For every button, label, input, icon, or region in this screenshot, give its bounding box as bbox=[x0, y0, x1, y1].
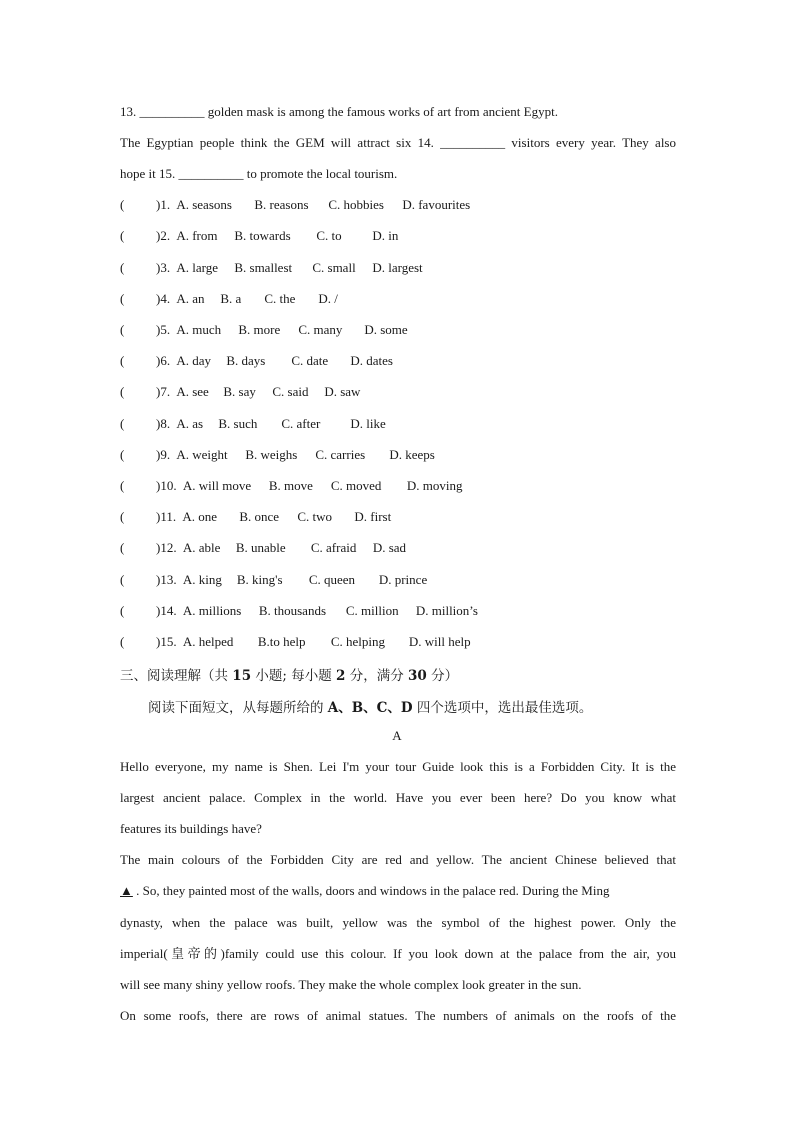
option-d: D. in bbox=[372, 228, 399, 243]
option-b: B. such bbox=[218, 416, 258, 431]
option-c: C. moved bbox=[330, 478, 382, 493]
question-number: )11. bbox=[156, 509, 177, 524]
question-number: )15. bbox=[156, 634, 177, 649]
question-row bbox=[120, 447, 435, 463]
option-a: A. helped bbox=[182, 634, 234, 649]
option-d: D. moving bbox=[406, 478, 463, 493]
option-b: B. more bbox=[238, 322, 281, 337]
cloze-line-14: The Egyptian people think the GEM will attract six 14. __________ visitors every year. They also bbox=[120, 135, 676, 150]
option-b: B. say bbox=[223, 384, 256, 399]
answer-paren: ( bbox=[120, 384, 125, 399]
answer-paren: ( bbox=[120, 478, 125, 493]
option-d: D. saw bbox=[324, 384, 361, 399]
option-d: D. keeps bbox=[389, 447, 435, 462]
option-b: B. a bbox=[220, 291, 242, 306]
option-a: A. millions bbox=[182, 603, 242, 618]
option-c: C. said bbox=[272, 384, 309, 399]
passage-line: Hello everyone, my name is Shen. Lei I'm your tour Guide look this is a Forbidden City. It is the bbox=[120, 759, 676, 774]
option-b: B. towards bbox=[234, 228, 291, 243]
total-points: 30 bbox=[408, 668, 427, 684]
option-d: D. largest bbox=[372, 260, 423, 275]
option-b: B. weighs bbox=[245, 447, 298, 462]
option-d: D. favourites bbox=[402, 197, 471, 212]
option-b: B. move bbox=[268, 478, 313, 493]
option-c: C. the bbox=[264, 291, 296, 306]
option-d: D. prince bbox=[378, 572, 428, 587]
option-d: D. will help bbox=[408, 634, 471, 649]
instruction-options: A、B、C、D bbox=[327, 700, 413, 716]
section-title-text: 小题; 每小题 bbox=[251, 668, 337, 684]
option-a: A. as bbox=[176, 416, 204, 431]
option-d: D. like bbox=[350, 416, 386, 431]
question-number: )12. bbox=[156, 540, 177, 555]
passage-line: imperial(皇帝的)family could use this colour. If you look down at the palace from the air, you bbox=[120, 946, 676, 961]
passage-line: features its buildings have? bbox=[120, 821, 262, 836]
passage-line: dynasty, when the palace was built, yellow was the symbol of the highest power. Only the bbox=[120, 915, 676, 930]
option-a: A. weight bbox=[176, 447, 228, 462]
option-a: A. see bbox=[176, 384, 209, 399]
question-number: )10. bbox=[156, 478, 177, 493]
section-heading bbox=[120, 664, 458, 684]
question-number: )7. bbox=[156, 384, 171, 399]
answer-paren: ( bbox=[120, 416, 125, 431]
question-row bbox=[120, 603, 478, 619]
option-d: D. some bbox=[364, 322, 408, 337]
option-a: A. large bbox=[176, 260, 218, 275]
option-b: B.to help bbox=[257, 634, 306, 649]
option-c: C. many bbox=[298, 322, 343, 337]
section-instruction bbox=[148, 696, 592, 716]
option-b: B. smallest bbox=[234, 260, 293, 275]
answer-paren: ( bbox=[120, 509, 125, 524]
answer-paren: ( bbox=[120, 260, 125, 275]
passage-line bbox=[120, 883, 676, 899]
question-row bbox=[120, 384, 360, 400]
option-a: A. able bbox=[182, 540, 221, 555]
answer-paren: ( bbox=[120, 353, 125, 368]
question-row bbox=[120, 353, 393, 369]
passage-line-text: . So, they painted most of the walls, doors and windows in the palace red. During the Ming bbox=[132, 883, 610, 898]
question-number: )5. bbox=[156, 322, 171, 337]
option-a: A. seasons bbox=[176, 197, 232, 212]
option-d: D. / bbox=[318, 291, 338, 306]
cloze-line-15: hope it 15. __________ to promote the local tourism. bbox=[120, 166, 398, 181]
question-row bbox=[120, 197, 470, 213]
passage-line: will see many shiny yellow roofs. They make the whole complex look greater in the sun. bbox=[120, 977, 582, 992]
option-c: C. two bbox=[297, 509, 333, 524]
answer-paren: ( bbox=[120, 197, 125, 212]
answer-paren: ( bbox=[120, 603, 125, 618]
answer-paren: ( bbox=[120, 447, 125, 462]
option-a: A. much bbox=[176, 322, 222, 337]
option-a: A. will move bbox=[182, 478, 252, 493]
instruction-text: 四个选项中，选出最佳选项。 bbox=[412, 700, 593, 716]
answer-paren: ( bbox=[120, 634, 125, 649]
question-number: )4. bbox=[156, 291, 171, 306]
triangle-blank-icon: ▲ bbox=[120, 883, 133, 898]
question-row bbox=[120, 572, 427, 588]
section-title-text: 三、阅读理解（共 bbox=[120, 668, 233, 684]
answer-paren: ( bbox=[120, 572, 125, 587]
option-a: A. king bbox=[182, 572, 222, 587]
question-row bbox=[120, 322, 408, 338]
question-row bbox=[120, 509, 391, 525]
question-row bbox=[120, 634, 471, 650]
question-number: )3. bbox=[156, 260, 171, 275]
cloze-line-13: 13. __________ golden mask is among the famous works of art from ancient Egypt. bbox=[120, 104, 558, 119]
question-row bbox=[120, 260, 423, 276]
answer-paren: ( bbox=[120, 540, 125, 555]
option-c: C. after bbox=[281, 416, 321, 431]
answer-paren: ( bbox=[120, 291, 125, 306]
question-row bbox=[120, 291, 338, 307]
question-number: )14. bbox=[156, 603, 177, 618]
question-number: )2. bbox=[156, 228, 171, 243]
option-c: C. to bbox=[316, 228, 342, 243]
option-b: B. unable bbox=[235, 540, 286, 555]
option-d: D. dates bbox=[350, 353, 393, 368]
question-number: )1. bbox=[156, 197, 171, 212]
option-d: D. first bbox=[354, 509, 392, 524]
option-b: B. thousands bbox=[258, 603, 327, 618]
answer-paren: ( bbox=[120, 228, 125, 243]
question-number: )13. bbox=[156, 572, 177, 587]
option-b: B. king's bbox=[236, 572, 283, 587]
option-c: C. small bbox=[312, 260, 356, 275]
question-row bbox=[120, 540, 406, 556]
option-b: B. reasons bbox=[254, 197, 309, 212]
question-row bbox=[120, 416, 386, 432]
section-title-text: 分） bbox=[426, 668, 459, 684]
instruction-text: 阅读下面短文，从每题所给的 bbox=[148, 700, 328, 716]
passage-line: On some roofs, there are rows of animal statues. The numbers of animals on the roofs of the bbox=[120, 1008, 676, 1023]
question-number: )9. bbox=[156, 447, 171, 462]
option-d: D. sad bbox=[372, 540, 407, 555]
option-c: C. carries bbox=[315, 447, 366, 462]
option-c: C. million bbox=[345, 603, 399, 618]
option-c: C. afraid bbox=[310, 540, 357, 555]
option-a: A. an bbox=[176, 291, 205, 306]
question-number: )8. bbox=[156, 416, 171, 431]
option-b: B. days bbox=[226, 353, 266, 368]
question-row bbox=[120, 478, 462, 494]
option-d: D. million’s bbox=[415, 603, 478, 618]
question-count: 15 bbox=[232, 668, 252, 684]
option-a: A. day bbox=[176, 353, 212, 368]
answer-paren: ( bbox=[120, 322, 125, 337]
option-c: C. helping bbox=[330, 634, 386, 649]
option-b: B. once bbox=[239, 509, 280, 524]
option-a: A. one bbox=[182, 509, 218, 524]
option-c: C. date bbox=[291, 353, 329, 368]
option-a: A. from bbox=[176, 228, 218, 243]
passage-line: largest ancient palace. Complex in the world. Have you ever been here? Do you know what bbox=[120, 790, 676, 805]
section-title-text: 分，满分 bbox=[345, 668, 409, 684]
points-each: 2 bbox=[336, 668, 346, 684]
question-row bbox=[120, 228, 398, 244]
question-number: )6. bbox=[156, 353, 171, 368]
option-c: C. queen bbox=[308, 572, 356, 587]
passage-line: The main colours of the Forbidden City are red and yellow. The ancient Chinese believed that bbox=[120, 852, 676, 867]
passage-label: A bbox=[392, 728, 402, 743]
option-c: C. hobbies bbox=[328, 197, 384, 212]
